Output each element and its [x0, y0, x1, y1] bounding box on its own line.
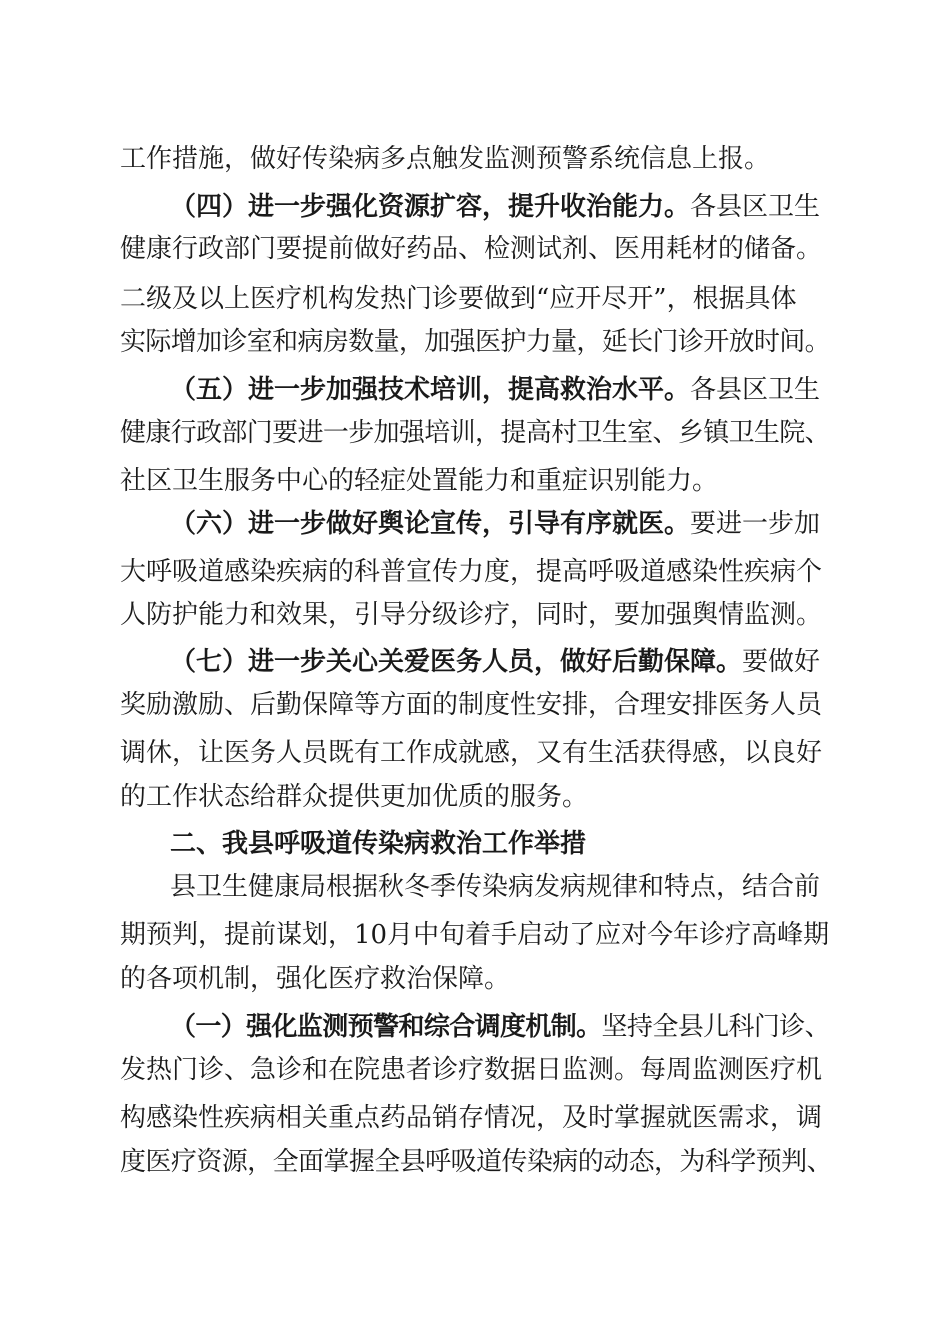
text-segment: 奖励激励、后勤保障等方面的制度性安排，合理安排医务人员	[120, 690, 823, 720]
text-line	[120, 918, 830, 952]
text-line	[120, 598, 830, 632]
text-segment: 实际增加诊室和病房数量，加强医护力量，延长门诊开放时间。	[120, 327, 831, 357]
text-segment: 健康行政部门要进一步加强培训，提高村卫生室、乡镇卫生院、	[120, 418, 831, 448]
text-segment: 要做好	[742, 647, 821, 677]
subheading-text: （五）进一步加强技术培训，提高救治水平。	[170, 375, 691, 405]
subheading-line	[170, 190, 828, 224]
text-segment: 健康行政部门要提前做好药品、检测试剂、医用耗材的储备。	[120, 234, 823, 264]
section-heading-text: 二、我县呼吸道传染病救治工作举措	[170, 829, 587, 859]
text-segment: 社区卫生服务中心的轻症处置能力和重症识别能力。	[120, 466, 719, 496]
text-line	[120, 282, 830, 316]
text-segment: 构感染性疾病相关重点药品销存情况，及时掌握就医需求，调	[120, 1103, 823, 1133]
text-segment: 工作措施，做好传染病多点触发监测预警系统信息上报。	[120, 144, 771, 174]
subheading-line	[170, 507, 828, 541]
text-line	[120, 325, 830, 359]
subheading-line	[170, 645, 828, 679]
text-segment: 人防护能力和效果，引导分级诊疗，同时，要加强舆情监测。	[120, 600, 823, 630]
text-line	[120, 142, 790, 176]
subheading-line	[170, 373, 828, 407]
section-heading	[170, 827, 610, 861]
text-line	[120, 1145, 832, 1179]
text-line	[120, 1053, 830, 1087]
subheading-text: （六）进一步做好舆论宣传，引导有序就医。	[170, 509, 691, 539]
text-segment: 调休，让医务人员既有工作成就感，又有生活获得感，以良好	[120, 738, 823, 768]
text-segment: 期预判，提前谋划，10月中旬着手启动了应对今年诊疗高峰期	[120, 920, 830, 950]
text-line	[120, 688, 830, 722]
text-segment: 各县区卫生	[690, 375, 821, 405]
text-segment: 的各项机制，强化医疗救治保障。	[120, 964, 511, 994]
text-segment: 度医疗资源，全面掌握全县呼吸道传染病的动态，为科学预判、	[120, 1147, 833, 1177]
text-line	[120, 232, 830, 266]
text-segment: 二级及以上医疗机构发热门诊要做到“应开尽开”，根据具体	[120, 284, 797, 314]
text-segment: 要进一步加	[690, 509, 821, 539]
text-line	[120, 736, 830, 770]
text-line	[120, 464, 830, 498]
subheading-text: （七）进一步关心关爱医务人员，做好后勤保障。	[170, 647, 743, 677]
text-segment: 发热门诊、急诊和在院患者诊疗数据日监测。每周监测医疗机	[120, 1055, 823, 1085]
text-line	[120, 555, 830, 589]
text-line	[120, 780, 590, 814]
subheading-text: （四）进一步强化资源扩容，提升收治能力。	[170, 192, 691, 222]
text-segment: 大呼吸道感染疾病的科普宣传力度，提高呼吸道感染性疾病个	[120, 557, 823, 587]
subheading-text: （一）强化监测预警和综合调度机制。	[170, 1012, 602, 1042]
text-line	[120, 962, 520, 996]
text-line	[170, 870, 828, 904]
subheading-line	[170, 1010, 830, 1044]
text-line	[120, 1101, 830, 1135]
text-line	[120, 416, 830, 450]
text-segment: 县卫生健康局根据秋冬季传染病发病规律和特点，结合前	[170, 872, 821, 902]
text-segment: 各县区卫生	[690, 192, 821, 222]
text-segment: 坚持全县儿科门诊、	[601, 1012, 831, 1042]
text-segment: 的工作状态给群众提供更加优质的服务。	[120, 782, 589, 812]
